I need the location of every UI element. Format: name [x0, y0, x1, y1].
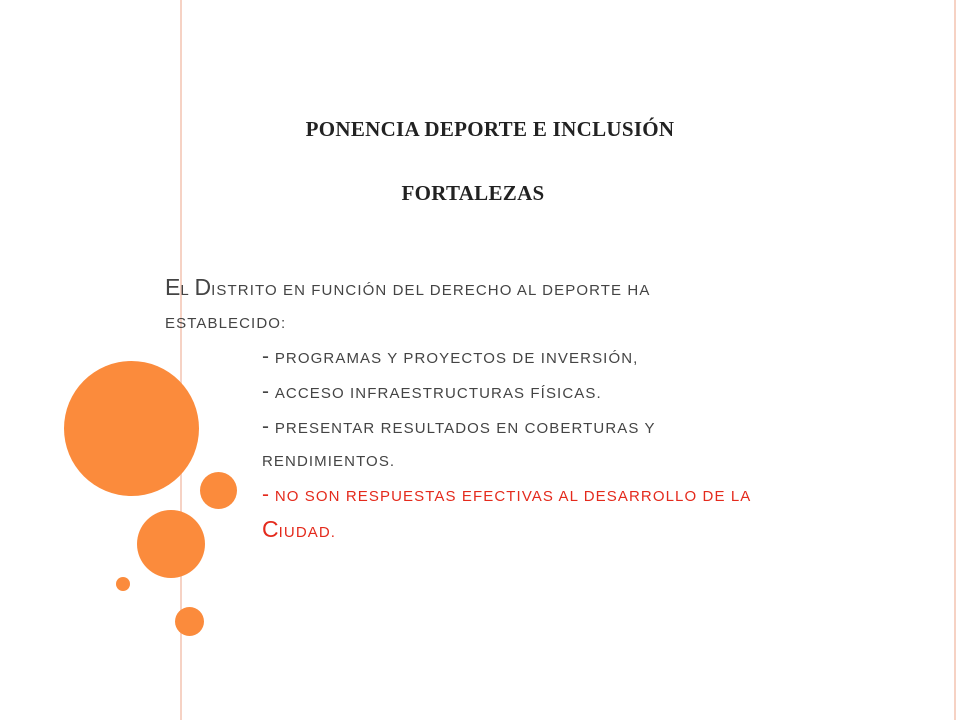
- bullet-text: PRESENTAR RESULTADOS EN COBERTURAS Y: [274, 420, 656, 437]
- intro-text-2: ISTRITO EN FUNCIÓN DEL DERECHO AL DEPORTE HA: [211, 282, 651, 299]
- highlight-text: NO SON RESPUESTAS EFECTIVAS AL DESARROLLO DE LA: [274, 488, 752, 505]
- slide-body: [165, 271, 905, 549]
- bullet-text: PROGRAMAS Y PROYECTOS DE INVERSIÓN,: [274, 350, 639, 367]
- bullet-item: [165, 410, 905, 445]
- bullet-dash: -: [262, 380, 275, 403]
- right-decor-line: [954, 0, 956, 720]
- highlight-dash: -: [262, 483, 275, 506]
- bullet-continuation: RENDIMIENTOS.: [262, 453, 396, 470]
- drop-cap-c: C: [262, 516, 279, 542]
- slide-subtitle: FORTALEZAS: [401, 181, 545, 205]
- intro-line-2: ESTABLECIDO:: [165, 315, 287, 332]
- highlight-text-end: IUDAD.: [278, 524, 337, 541]
- bullet-item: [165, 375, 905, 410]
- bullet-item: [165, 340, 905, 375]
- intro-text-1: L: [180, 282, 195, 299]
- small-circle-decor-2: [175, 607, 204, 636]
- tiny-circle-decor: [116, 577, 130, 591]
- slide-title: PONENCIA DEPORTE E INCLUSIÓN: [305, 117, 675, 141]
- drop-cap-e: E: [165, 274, 181, 300]
- drop-cap-d: D: [194, 274, 212, 300]
- highlight-continuation: [165, 513, 905, 549]
- intro-line-1: [165, 271, 905, 307]
- bullet-text: ACCESO INFRAESTRUCTURAS FÍSICAS.: [274, 385, 602, 402]
- bullet-dash: -: [262, 415, 275, 438]
- highlight-item: [165, 478, 905, 513]
- bullet-dash: -: [262, 345, 275, 368]
